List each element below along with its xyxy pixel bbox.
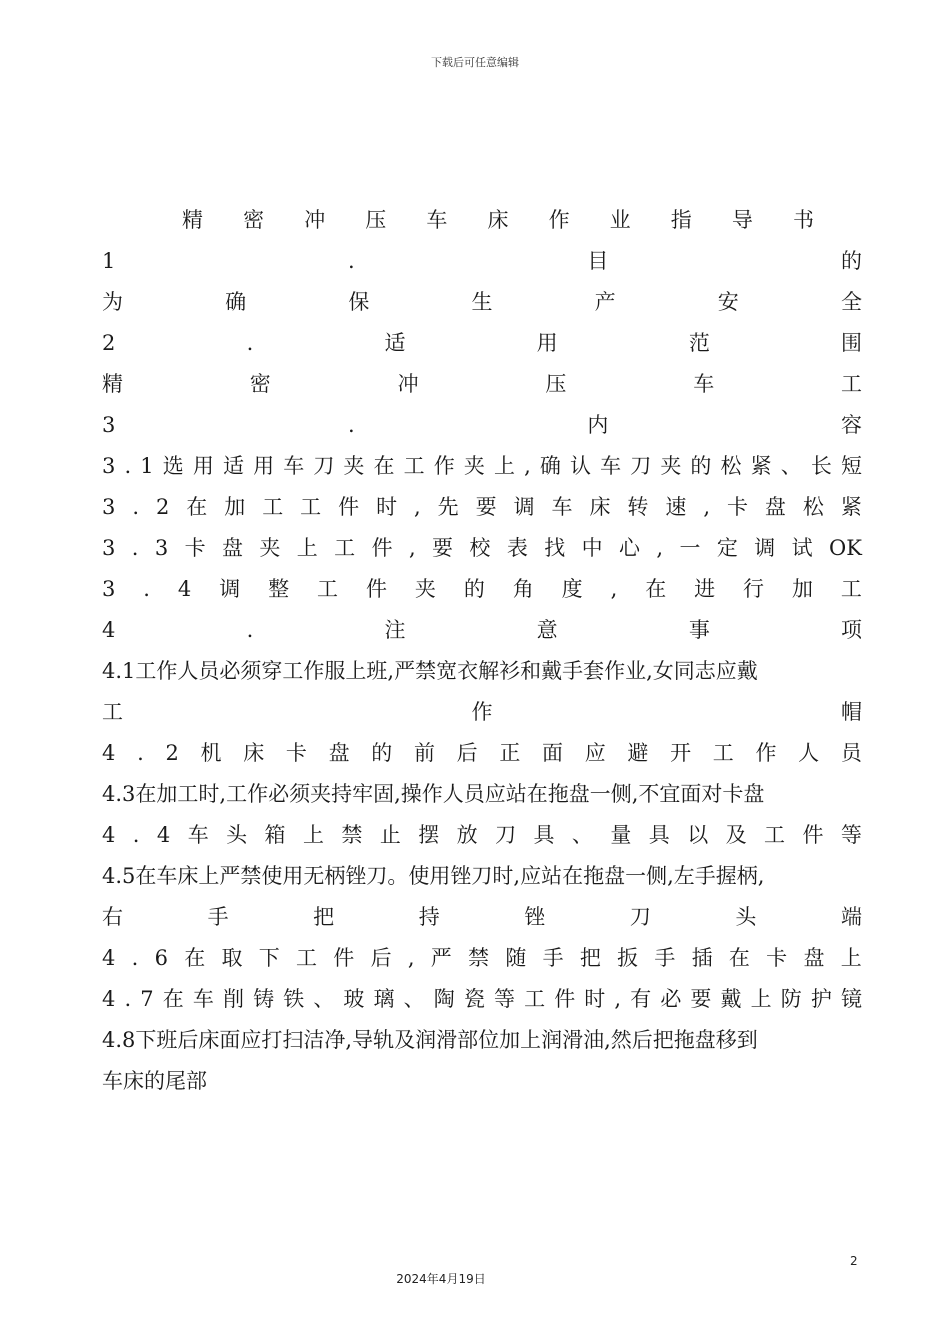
document-line: 4.8下班后床面应打扫洁净,导轨及润滑部位加上润滑油,然后把拖盘移到 [102, 1028, 758, 1052]
document-line: 4.1工作人员必须穿工作服上班,严禁宽衣解衫和戴手套作业,女同志应戴 [102, 659, 758, 683]
document-line: 3 . 2 在 加 工 工 件 时 , 先 要 调 车 床 转 速 , 卡 盘 松 紧 [102, 495, 862, 519]
document-title: 精 密 冲 压 车 床 作 业 指 导 书 [182, 208, 814, 232]
page-number: 2 [850, 1254, 858, 1268]
document-line: 3 . 1 选 用 适 用 车 刀 夹 在 工 作 夹 上 , 确 认 车 刀 夹 的 松 紧 、 长 短 [102, 454, 862, 478]
page-header: 下载后可任意编辑 [431, 56, 519, 69]
document-line: 4 . 4 车 头 箱 上 禁 止 摆 放 刀 具 、 量 具 以 及 工 件 等 [102, 823, 862, 847]
document-body [102, 200, 862, 1102]
document-line: 4.5在车床上严禁使用无柄锉刀。使用锉刀时,应站在拖盘一侧,左手握柄, [102, 864, 765, 888]
document-line: 3 . 3 卡 盘 夹 上 工 件 , 要 校 表 找 中 心 , 一 定 调 试 OK [102, 536, 862, 560]
document-line: 精 密 冲 压 车 工 [102, 372, 862, 396]
document-line: 为 确 保 生 产 安 全 [102, 290, 862, 314]
document-line: 车床的尾部 [102, 1069, 207, 1093]
document-line: 4 . 2 机 床 卡 盘 的 前 后 正 面 应 避 开 工 作 人 员 [102, 741, 862, 765]
document-line: 右 手 把 持 锉 刀 头 端 [102, 905, 862, 929]
document-line: 4 . 7 在 车 削 铸 铁 、 玻 璃 、 陶 瓷 等 工 件 时 , 有 必 要 戴 上 防 护 镜 [102, 987, 862, 1011]
document-line: 2 . 适 用 范 围 [102, 331, 862, 355]
document-line: 4.3在加工时,工作必须夹持牢固,操作人员应站在拖盘一侧,不宜面对卡盘 [102, 782, 765, 806]
footer-date: 2024年4月19日 [396, 1272, 486, 1286]
document-line: 3 . 内 容 [102, 413, 862, 437]
document-line: 4 . 6 在 取 下 工 件 后 , 严 禁 随 手 把 扳 手 插 在 卡 盘 上 [102, 946, 862, 970]
document-line: 4 . 注 意 事 项 [102, 618, 862, 642]
document-line: 1 . 目 的 [102, 249, 862, 273]
document-line: 工 作 帽 [102, 700, 862, 724]
document-line: 3 . 4 调 整 工 件 夹 的 角 度 , 在 进 行 加 工 [102, 577, 862, 601]
